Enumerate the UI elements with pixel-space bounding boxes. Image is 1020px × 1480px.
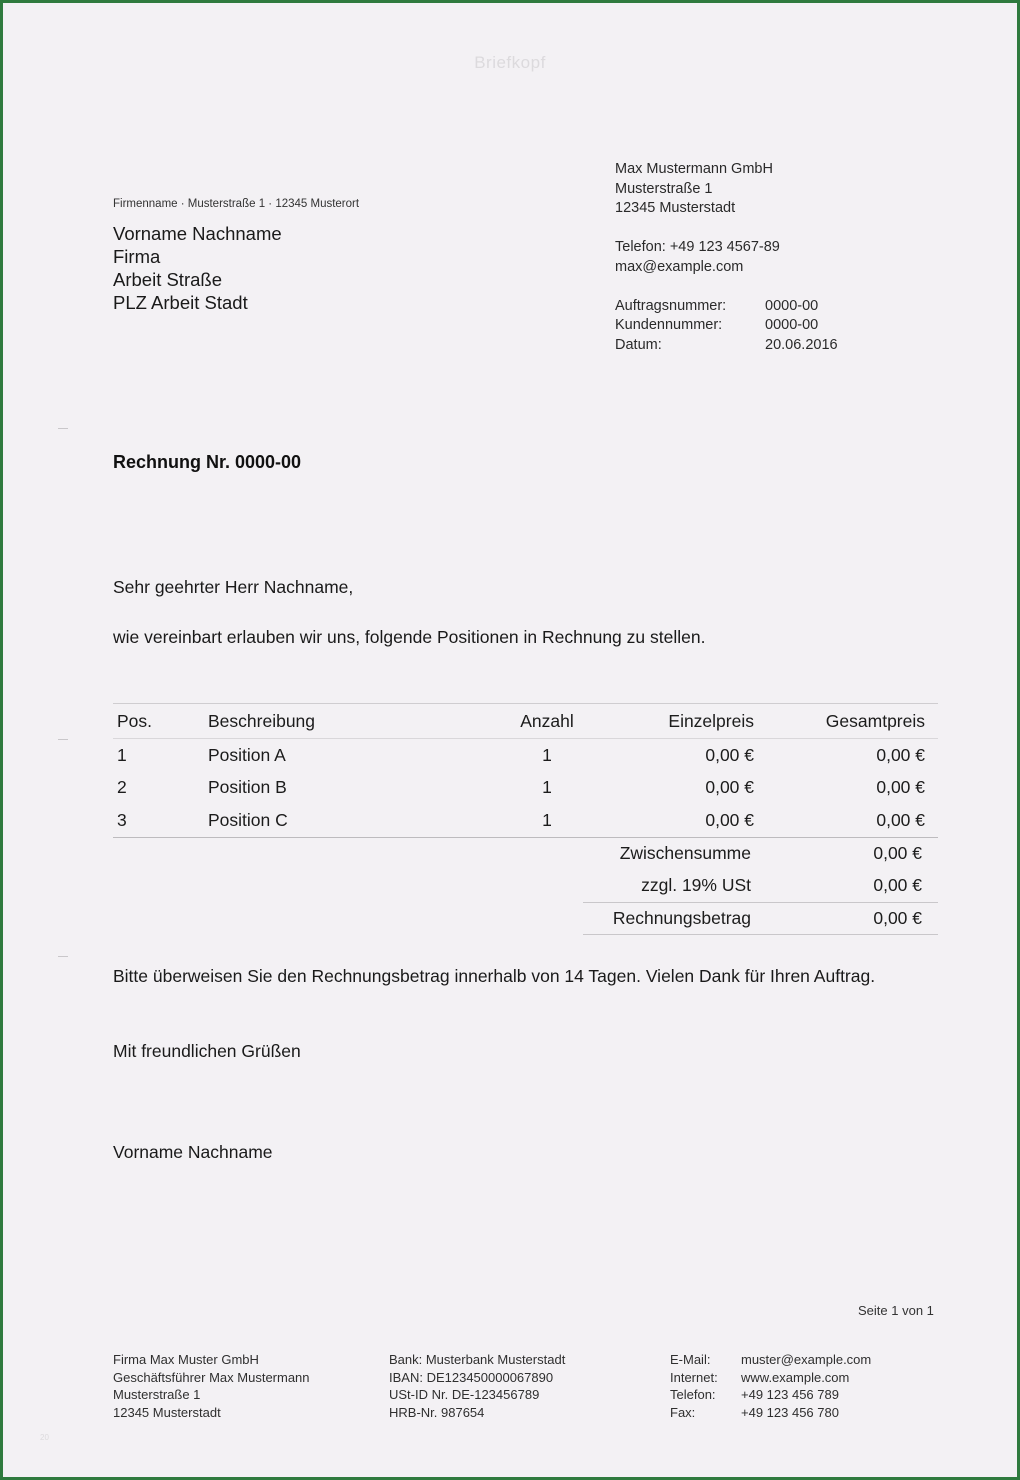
footer-hrb: HRB-Nr. 987654 — [389, 1404, 485, 1420]
footer-bank-column — [389, 1351, 565, 1421]
footer-fax: +49 123 456 780 — [741, 1404, 839, 1420]
footer-label: Telefon: — [670, 1387, 716, 1402]
footer-phone: +49 123 456 789 — [741, 1387, 839, 1402]
company-street: Musterstraße 1 — [615, 180, 713, 197]
footer-city: 12345 Musterstadt — [113, 1404, 221, 1420]
closing-regards: Mit freundlichen Grüßen — [113, 1041, 301, 1061]
cell-pos: 2 — [117, 777, 127, 798]
grand-total-value: 0,00 € — [873, 908, 922, 928]
meta-order-number — [615, 297, 838, 317]
meta-label: Kundennummer: — [615, 317, 723, 333]
footer-email-row — [670, 1351, 871, 1369]
salutation: Sehr geehrter Herr Nachname, — [113, 577, 354, 597]
cell-description: Position B — [208, 777, 287, 798]
subtotal-row — [583, 837, 938, 870]
invoice-title: Rechnung Nr. 0000-00 — [113, 452, 302, 472]
table-row — [113, 772, 938, 805]
footer-company-name: Firma Max Muster GmbH — [113, 1352, 259, 1367]
footer-phone-row — [670, 1386, 871, 1404]
company-city: 12345 Musterstadt — [615, 200, 736, 216]
meta-label: Auftragsnummer: — [615, 297, 727, 314]
col-header-total-price: Gesamtpreis — [825, 710, 925, 731]
footer-label: Fax: — [670, 1404, 696, 1420]
meta-date — [615, 336, 838, 356]
cell-quantity: 1 — [542, 744, 552, 765]
cell-description: Position C — [208, 809, 288, 830]
footer-bank: Bank: Musterbank Musterstadt — [389, 1352, 566, 1367]
meta-customer-number — [615, 316, 838, 336]
cell-unit-price: 0,00 € — [705, 809, 754, 830]
cell-unit-price: 0,00 € — [705, 777, 754, 798]
table-row — [113, 804, 938, 838]
cell-description: Position A — [208, 744, 286, 765]
totals-block — [583, 837, 938, 935]
table-row — [113, 739, 938, 772]
cell-pos: 3 — [117, 809, 127, 830]
footer-fax-row — [670, 1404, 871, 1422]
line-items-table — [113, 703, 938, 838]
recipient-name: Vorname Nachname — [113, 223, 282, 244]
col-header-quantity: Anzahl — [520, 710, 574, 731]
footer-iban: IBAN: DE123450000067890 — [389, 1369, 554, 1385]
footer-company-column — [113, 1351, 310, 1421]
cell-total-price: 0,00 € — [876, 809, 925, 830]
company-email[interactable]: max@example.com — [615, 258, 744, 275]
meta-value: 20.06.2016 — [765, 336, 838, 353]
letterhead-placeholder: Briefkopf — [474, 53, 546, 72]
footer-street: Musterstraße 1 — [113, 1387, 201, 1402]
payment-terms-text: Bitte überweisen Sie den Rechnungsbetrag innerhalb von 14 Tagen. Vielen Dank für Ihren Auftrag. — [113, 966, 876, 986]
company-name: Max Mustermann GmbH — [615, 161, 773, 177]
recipient-street: Arbeit Straße — [113, 269, 222, 290]
footer-internet-row — [670, 1369, 871, 1387]
invoice-page — [3, 3, 1017, 1477]
col-header-unit-price: Einzelpreis — [668, 710, 754, 731]
vat-label: zzgl. 19% USt — [641, 875, 751, 896]
meta-value: 0000-00 — [765, 297, 819, 314]
col-header-pos: Pos. — [117, 710, 153, 731]
subtotal-value: 0,00 € — [873, 842, 922, 863]
grand-total-row — [583, 902, 938, 935]
cell-quantity: 1 — [542, 777, 552, 798]
recipient-company: Firma — [113, 246, 161, 267]
table-header — [113, 703, 938, 739]
grand-total-label: Rechnungsbetrag — [612, 908, 751, 928]
col-header-description: Beschreibung — [208, 710, 316, 731]
intro-text: wie vereinbart erlauben wir uns, folgende Positionen in Rechnung zu stellen. — [113, 627, 706, 647]
corner-mark: 20 — [40, 1433, 49, 1442]
vat-row — [583, 870, 938, 903]
fold-mark — [58, 428, 68, 429]
fold-mark — [58, 956, 68, 957]
cell-unit-price: 0,00 € — [705, 744, 754, 765]
fold-mark — [58, 739, 68, 740]
sender-return-address: Firmenname · Musterstraße 1 · 12345 Musterort — [113, 198, 360, 210]
footer-contact-column — [670, 1351, 871, 1421]
vat-value: 0,00 € — [873, 875, 922, 896]
cell-quantity: 1 — [542, 809, 552, 830]
company-phone: Telefon: +49 123 4567-89 — [615, 239, 780, 255]
footer-managing-director: Geschäftsführer Max Mustermann — [113, 1369, 310, 1385]
recipient-address — [113, 222, 282, 314]
signature-name: Vorname Nachname — [113, 1142, 273, 1162]
cell-total-price: 0,00 € — [876, 777, 925, 798]
company-info-block — [615, 160, 838, 355]
footer-label: E-Mail: — [670, 1352, 711, 1367]
subtotal-label: Zwischensumme — [619, 842, 751, 863]
footer-label: Internet: — [670, 1369, 718, 1385]
footer-email[interactable]: muster@example.com — [741, 1352, 872, 1367]
meta-label: Datum: — [615, 336, 662, 353]
meta-value: 0000-00 — [765, 317, 819, 333]
recipient-city: PLZ Arbeit Stadt — [113, 292, 248, 313]
cell-pos: 1 — [117, 744, 127, 765]
footer-website[interactable]: www.example.com — [741, 1369, 850, 1385]
page-number: Seite 1 von 1 — [858, 1303, 934, 1318]
footer-vat-id: USt-ID Nr. DE-123456789 — [389, 1387, 540, 1402]
cell-total-price: 0,00 € — [876, 744, 925, 765]
